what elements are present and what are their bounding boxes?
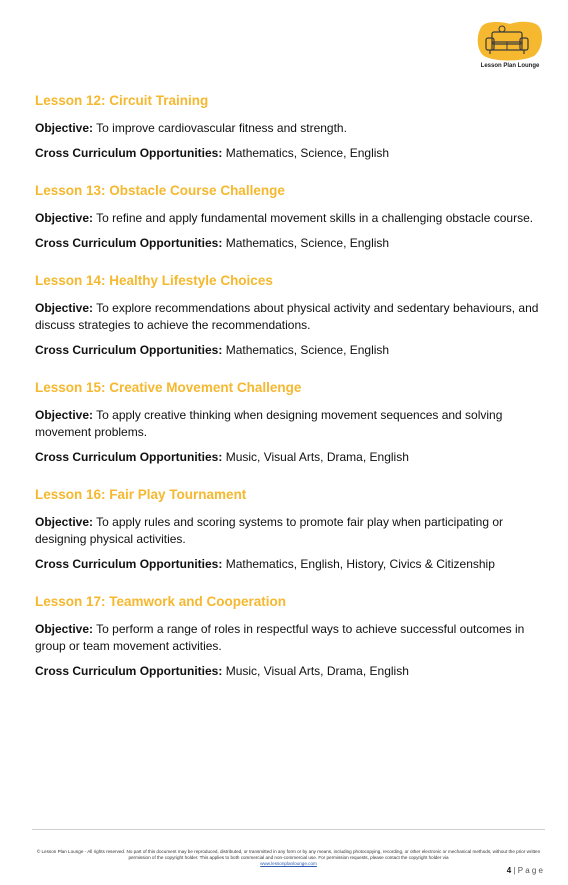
lesson-item <box>35 593 545 680</box>
lesson-item <box>35 182 545 252</box>
objective-text: To refine and apply fundamental movement skills in a challenging obstacle course. <box>96 211 534 225</box>
lesson-objective <box>35 120 545 137</box>
copyright-text: © Lesson Plan Lounge - All rights reserved. No part of this document may be reproduced, distributed, or transmitted in any form or by any means, including photocopying, recording, or other electronic or mechanical methods, without the prior written permission of the copyright holder. This applies to both commercial and non-commercial use. For permission requests, please contact the copyright holder via <box>36 849 541 860</box>
logo-text: Lesson Plan Lounge <box>480 63 540 69</box>
objective-label: Objective: <box>35 211 94 225</box>
page-number-value: 4 <box>506 866 512 875</box>
objective-label: Objective: <box>35 622 94 636</box>
lesson-cross-curriculum <box>35 663 545 680</box>
cross-curriculum-label: Cross Curriculum Opportunities: <box>35 236 223 250</box>
lesson-item <box>35 272 545 359</box>
cross-curriculum-label: Cross Curriculum Opportunities: <box>35 343 223 357</box>
sofa-logo-icon <box>474 20 546 64</box>
objective-text: To improve cardiovascular fitness and strength. <box>96 121 347 135</box>
lesson-objective <box>35 514 545 548</box>
objective-text: To perform a range of roles in respectful ways to achieve successful outcomes in group or team movement activities. <box>35 622 525 653</box>
lesson-cross-curriculum <box>35 145 545 162</box>
website-link[interactable]: www.lessonplanlounge.com <box>260 861 317 866</box>
logo <box>474 20 546 74</box>
lesson-title: Lesson 15: Creative Movement Challenge <box>35 380 302 395</box>
cross-curriculum-label: Cross Curriculum Opportunities: <box>35 557 223 571</box>
footer-divider <box>32 829 545 830</box>
lesson-title: Lesson 14: Healthy Lifestyle Choices <box>35 273 273 288</box>
lesson-cross-curriculum <box>35 556 545 573</box>
lesson-cross-curriculum <box>35 342 545 359</box>
lesson-item <box>35 379 545 466</box>
lesson-objective <box>35 407 545 441</box>
objective-label: Objective: <box>35 515 94 529</box>
lesson-item <box>35 92 545 162</box>
page-label: | P a g e <box>513 866 543 875</box>
cross-curriculum-label: Cross Curriculum Opportunities: <box>35 146 223 160</box>
lesson-cross-curriculum <box>35 449 545 466</box>
cross-curriculum-label: Cross Curriculum Opportunities: <box>35 664 223 678</box>
lesson-objective <box>35 621 545 655</box>
cross-curriculum-text: Music, Visual Arts, Drama, English <box>225 664 409 678</box>
footer-copyright <box>36 849 541 867</box>
lesson-objective <box>35 300 545 334</box>
cross-curriculum-text: Mathematics, Science, English <box>225 236 390 250</box>
objective-label: Objective: <box>35 301 94 315</box>
objective-label: Objective: <box>35 121 94 135</box>
cross-curriculum-text: Mathematics, Science, English <box>225 343 390 357</box>
lesson-title: Lesson 16: Fair Play Tournament <box>35 487 247 502</box>
cross-curriculum-text: Mathematics, Science, English <box>225 146 390 160</box>
lesson-item <box>35 486 545 573</box>
lesson-cross-curriculum <box>35 235 545 252</box>
objective-text: To explore recommendations about physical activity and sedentary behaviours, and discuss strategies to achieve the recommendations. <box>35 301 539 332</box>
lesson-title: Lesson 12: Circuit Training <box>35 93 209 108</box>
cross-curriculum-text: Music, Visual Arts, Drama, English <box>225 450 409 464</box>
objective-label: Objective: <box>35 408 94 422</box>
lesson-list <box>35 92 545 700</box>
page-number <box>507 866 543 875</box>
lesson-title: Lesson 13: Obstacle Course Challenge <box>35 183 285 198</box>
objective-text: To apply creative thinking when designing movement sequences and solving movement problems. <box>35 408 503 439</box>
cross-curriculum-text: Mathematics, English, History, Civics & Citizenship <box>225 557 495 571</box>
lesson-objective <box>35 210 545 227</box>
cross-curriculum-label: Cross Curriculum Opportunities: <box>35 450 223 464</box>
lesson-title: Lesson 17: Teamwork and Cooperation <box>35 594 287 609</box>
objective-text: To apply rules and scoring systems to promote fair play when participating or designing physical activities. <box>35 515 504 546</box>
